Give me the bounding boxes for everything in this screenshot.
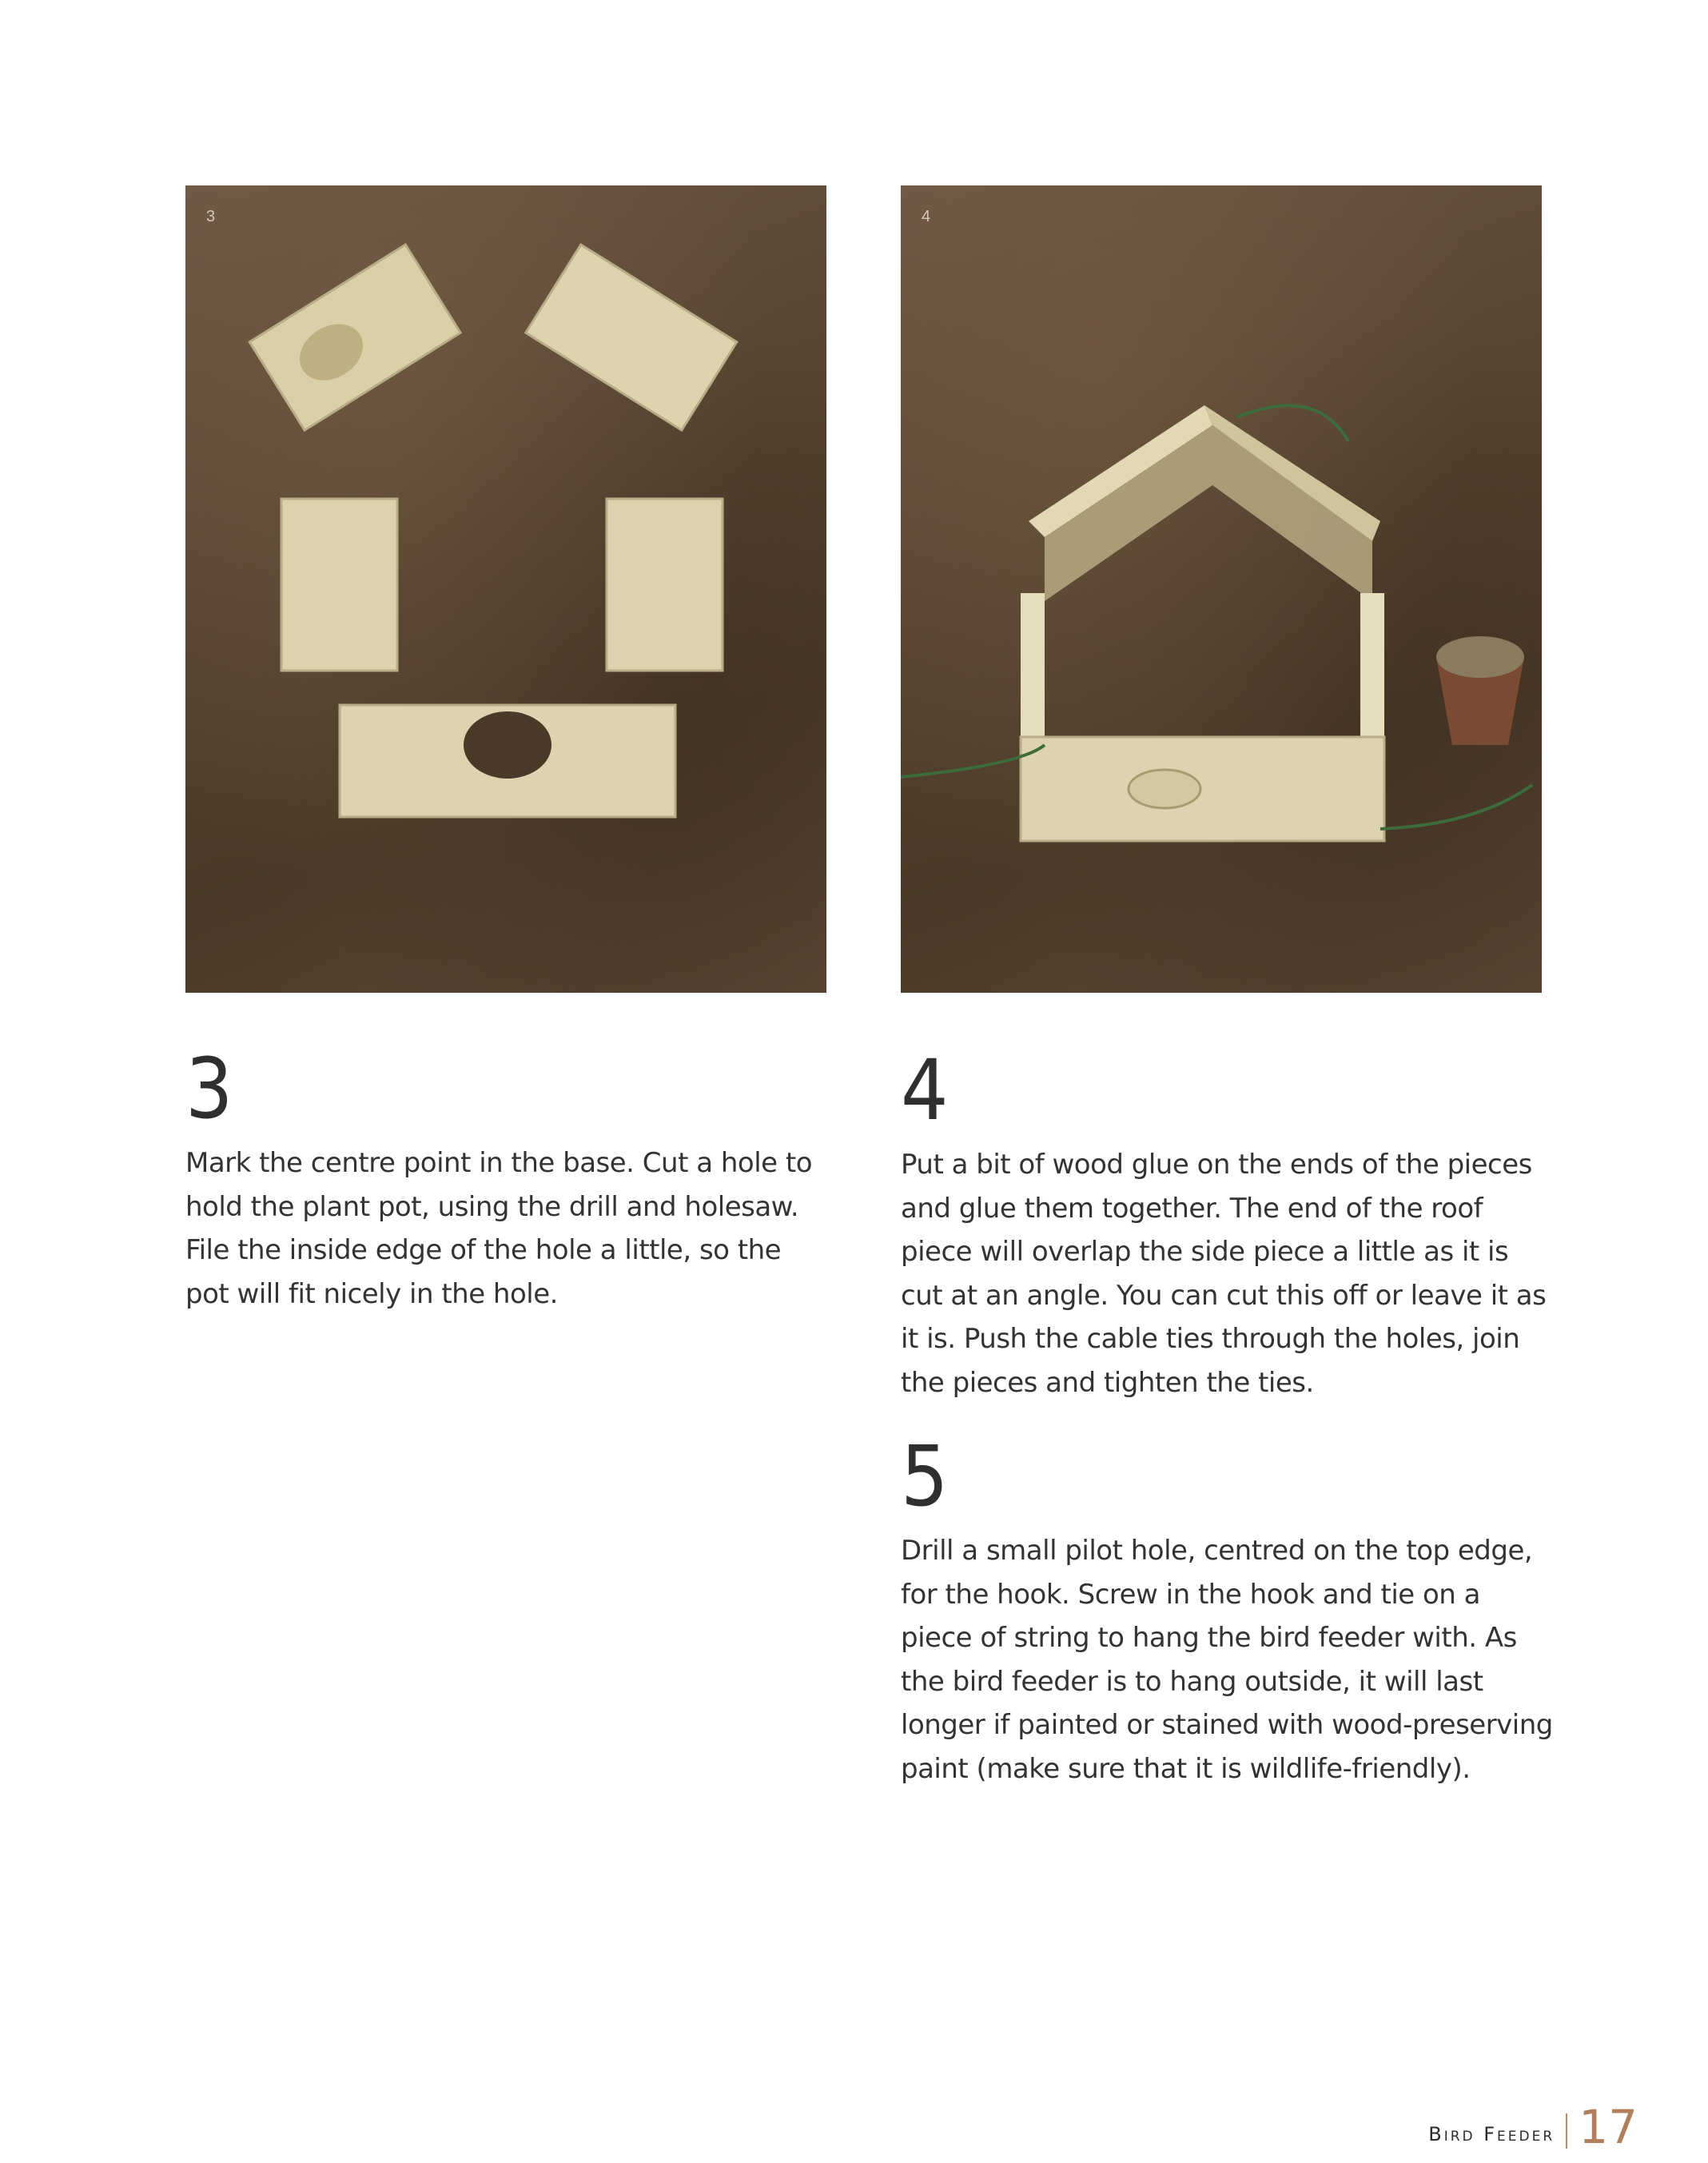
step-number: 5 (901, 1428, 947, 1525)
page-footer (1428, 2100, 1638, 2154)
step-text: Put a bit of wood glue on the ends of the pieces and glue them together. The end of the roof piece will overlap the side piece a little as it is cut at an angle. You can cut this off or leave it as it is. Push the cable ties through the holes, join the pieces and tighten the ties. (901, 1149, 1547, 1399)
step-number: 4 (901, 1042, 947, 1139)
photo-step-3 (185, 185, 826, 993)
step-3 (185, 1040, 825, 1316)
photo-step-4 (901, 185, 1542, 993)
step-4 (901, 1042, 1556, 1404)
step-5 (901, 1428, 1556, 1791)
footer-divider (1566, 2113, 1567, 2149)
photo-label: 4 (922, 208, 931, 225)
step-text: Mark the centre point in the base. Cut a hole to hold the plant pot, using the drill and holesaw. File the inside edge of the hole a little, so the pot will fit nicely in the hole. (185, 1147, 813, 1310)
page-number: 17 (1579, 2100, 1638, 2154)
photo-label: 3 (206, 208, 216, 225)
assembled-feeder-illustration (901, 185, 1542, 993)
step-number: 3 (185, 1040, 232, 1137)
step-text: Drill a small pilot hole, centred on the top edge, for the hook. Screw in the hook and tie on a piece of string to hang the bird feeder with. As the bird feeder is to hang outside, it will last longer if painted or stained with wood-preserving paint (make sure that it is wildlife-friendly). (901, 1535, 1553, 1785)
chapter-title: Bird Feeder (1428, 2123, 1555, 2145)
wood-pieces-illustration (185, 185, 826, 993)
